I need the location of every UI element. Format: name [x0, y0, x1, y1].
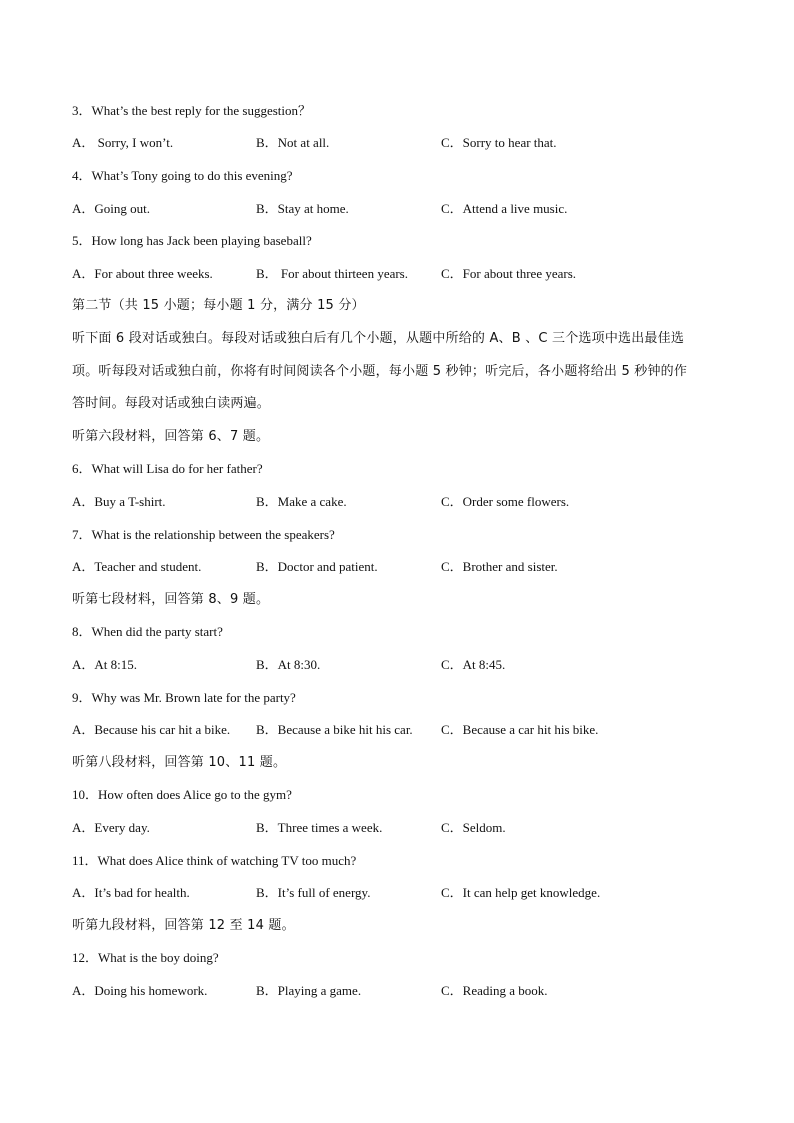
q8-option-b: B．At 8:30.	[256, 657, 321, 672]
q8-option-a: A．At 8:15.	[72, 657, 138, 672]
question-5: 5．How long has Jack been playing baseball?	[72, 233, 312, 248]
q5-option-b: B． For about thirteen years.	[256, 266, 408, 281]
question-6: 6．What will Lisa do for her father?	[72, 461, 263, 476]
q8-option-c: C．At 8:45.	[441, 657, 506, 672]
q7-option-c: C．Brother and sister.	[441, 559, 558, 574]
q12-option-b: B．Playing a game.	[256, 983, 362, 998]
q10-option-b: B．Three times a week.	[256, 820, 383, 835]
question-11: 11．What does Alice think of watching TV too much?	[72, 853, 357, 868]
q4-option-a: A．Going out.	[72, 201, 151, 216]
material-8-heading: 听第八段材料，回答第 10、11 题。	[72, 755, 287, 770]
q6-option-c: C．Order some flowers.	[441, 494, 570, 509]
q5-option-a: A．For about three weeks.	[72, 266, 213, 281]
instructions-line-1: 听下面 6 段对话或独白。每段对话或独白后有几个小题，从题中所给的 A、B 、C 三个选项中选出最佳选	[72, 331, 685, 346]
q3-option-a: A． Sorry, I won’t.	[72, 135, 174, 150]
q10-option-c: C．Seldom.	[441, 820, 506, 835]
q7-option-b: B．Doctor and patient.	[256, 559, 378, 574]
q9-option-a: A．Because his car hit a bike.	[72, 722, 231, 737]
question-7: 7．What is the relationship between the speakers?	[72, 527, 335, 542]
q11-option-b: B．It’s full of energy.	[256, 885, 371, 900]
q9-option-c: C．Because a car hit his bike.	[441, 722, 599, 737]
q12-option-c: C．Reading a book.	[441, 983, 548, 998]
q11-option-c: C．It can help get knowledge.	[441, 885, 601, 900]
question-8: 8．When did the party start?	[72, 624, 223, 639]
question-12: 12．What is the boy doing?	[72, 950, 219, 965]
question-10: 10．How often does Alice go to the gym?	[72, 787, 292, 802]
q3-option-c: C．Sorry to hear that.	[441, 135, 557, 150]
q12-option-a: A．Doing his homework.	[72, 983, 208, 998]
question-9: 9．Why was Mr. Brown late for the party?	[72, 690, 296, 705]
q6-option-b: B．Make a cake.	[256, 494, 347, 509]
q11-option-a: A．It’s bad for health.	[72, 885, 190, 900]
q4-option-c: C．Attend a live music.	[441, 201, 568, 216]
q5-option-c: C．For about three years.	[441, 266, 577, 281]
q3-option-b: B．Not at all.	[256, 135, 330, 150]
material-6-heading: 听第六段材料，回答第 6、7 题。	[72, 429, 270, 444]
q10-option-a: A．Every day.	[72, 820, 150, 835]
q4-option-b: B．Stay at home.	[256, 201, 349, 216]
q6-option-a: A．Buy a T-shirt.	[72, 494, 166, 509]
question-4: 4．What’s Tony going to do this evening?	[72, 168, 293, 183]
instructions-line-3: 答时间。每段对话或独白读两遍。	[72, 396, 271, 411]
material-9-heading: 听第九段材料，回答第 12 至 14 题。	[72, 918, 295, 933]
q7-option-a: A．Teacher and student.	[72, 559, 202, 574]
material-7-heading: 听第七段材料，回答第 8、9 题。	[72, 592, 270, 607]
q9-option-b: B．Because a bike hit his car.	[256, 722, 413, 737]
question-3: 3．What’s the best reply for the suggestion？	[72, 103, 312, 118]
section-heading: 第二节（共 15 小题；每小题 1 分，满分 15 分）	[72, 298, 365, 313]
instructions-line-2: 项。听每段对话或独白前，你将有时间阅读各个小题，每小题 5 秒钟；听完后，各小题将给出 5 秒钟的作	[72, 364, 688, 379]
